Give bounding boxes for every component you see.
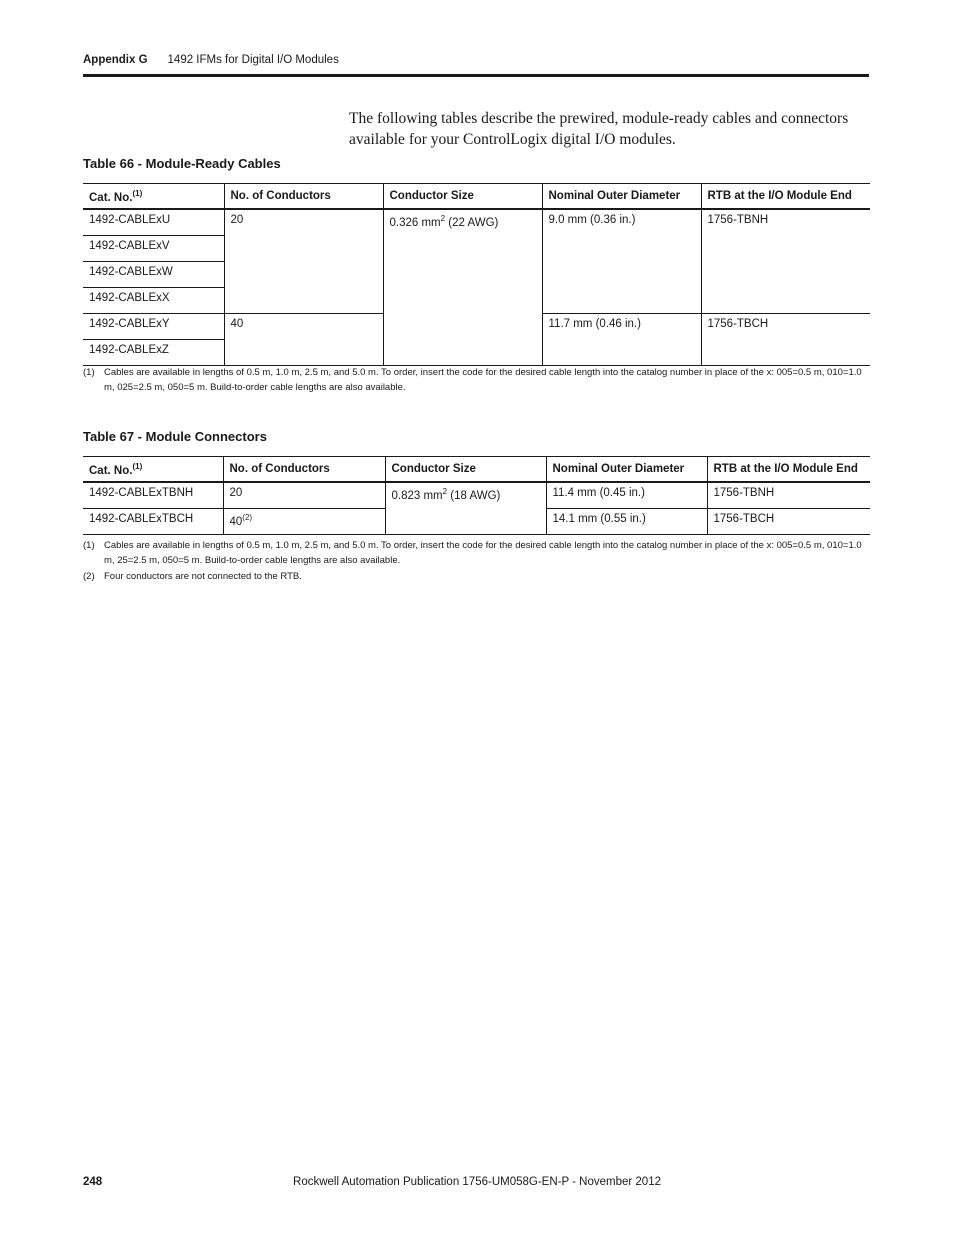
- footnote-ref: (1): [132, 461, 143, 471]
- page-number: 248: [83, 1176, 103, 1188]
- rtb-cell: 1756-TBNH: [707, 482, 870, 509]
- table-66: [83, 183, 870, 366]
- catno-cell: 1492-CABLExW: [83, 262, 224, 288]
- col-header-size: Conductor Size: [385, 457, 546, 483]
- table-header-row: [83, 184, 870, 210]
- table-67-caption: Table 67 - Module Connectors: [83, 429, 267, 444]
- catno-cell: 1492-CABLExX: [83, 288, 224, 314]
- table-67: [83, 456, 870, 535]
- diameter-cell: 14.1 mm (0.55 in.): [546, 509, 707, 535]
- col-header-conductors: No. of Conductors: [224, 184, 383, 210]
- rtb-cell: 1756-TBNH: [701, 209, 870, 314]
- catno-cell: 1492-CABLExV: [83, 236, 224, 262]
- table-66-footnote: (1) Cables are available in lengths of 0.5 m, 1.0 m, 2.5 m, and 5.0 m. To order, insert the code for the desired cable length into the catalog number in place of the x: 005=0.5 m, 010=1.0 m, 025=2.5 m, 050=5 m. Build-to-order cable lengths are also available.: [83, 367, 862, 393]
- conductors-cell: 40: [224, 314, 383, 366]
- conductors-cell: 20: [224, 209, 383, 314]
- col-header-diameter: Nominal Outer Diameter: [542, 184, 701, 210]
- table-67-footnote: (2) Four conductors are not connected to the RTB.: [83, 571, 302, 582]
- running-header: [83, 54, 339, 66]
- header-rule: [83, 74, 869, 77]
- col-header-conductors: No. of Conductors: [223, 457, 385, 483]
- catno-cell: 1492-CABLExTBNH: [83, 482, 223, 509]
- header-title: 1492 IFMs for Digital I/O Modules: [167, 54, 339, 66]
- table-66-caption: Table 66 - Module-Ready Cables: [83, 156, 281, 171]
- col-header-catno: Cat. No.$^{(1)}$: [83, 184, 224, 210]
- col-header-diameter: Nominal Outer Diameter: [546, 457, 707, 483]
- table-row: [83, 209, 870, 236]
- footnote-ref: (1): [132, 188, 143, 198]
- catno-cell: 1492-CABLExZ: [83, 340, 224, 366]
- col-header-catno: Cat. No.$^{(1)}$: [83, 457, 223, 483]
- publication-footer: Rockwell Automation Publication 1756-UM058G-EN-P - November 2012: [293, 1176, 661, 1188]
- size-cell: 0.823 $mm^2$ (18 AWG): [385, 482, 546, 535]
- rtb-cell: 1756-TBCH: [701, 314, 870, 366]
- col-header-rtb: RTB at the I/O Module End: [707, 457, 870, 483]
- catno-cell: 1492-CABLExU: [83, 209, 224, 236]
- intro-paragraph: The following tables describe the prewired, module-ready cables and connectors available for your ControlLogix digital I/O modules.: [349, 110, 849, 148]
- diameter-cell: 9.0 mm (0.36 in.): [542, 209, 701, 314]
- col-header-size: Conductor Size: [383, 184, 542, 210]
- diameter-cell: 11.4 mm (0.45 in.): [546, 482, 707, 509]
- footnote-ref: (2): [242, 513, 253, 522]
- conductors-cell: 40$^{(2)}$: [223, 509, 385, 535]
- catno-cell: 1492-CABLExTBCH: [83, 509, 223, 535]
- size-cell: 0.326 $mm^2$ (22 AWG): [383, 209, 542, 366]
- table-row: [83, 482, 870, 509]
- table-header-row: [83, 457, 870, 483]
- conductors-cell: 20: [223, 482, 385, 509]
- diameter-cell: 11.7 mm (0.46 in.): [542, 314, 701, 366]
- header-section: Appendix G: [83, 54, 148, 66]
- rtb-cell: 1756-TBCH: [707, 509, 870, 535]
- col-header-rtb: RTB at the I/O Module End: [701, 184, 870, 210]
- catno-cell: 1492-CABLExY: [83, 314, 224, 340]
- table-67-footnote: (1) Cables are available in lengths of 0.5 m, 1.0 m, 2.5 m, and 5.0 m. To order, insert the code for the desired cable length into the catalog number in place of the x: 005=0.5 m, 010=1.0 m, 25=2.5 m, 050=5 m. Build-to-order cable lengths are also available.: [83, 540, 862, 566]
